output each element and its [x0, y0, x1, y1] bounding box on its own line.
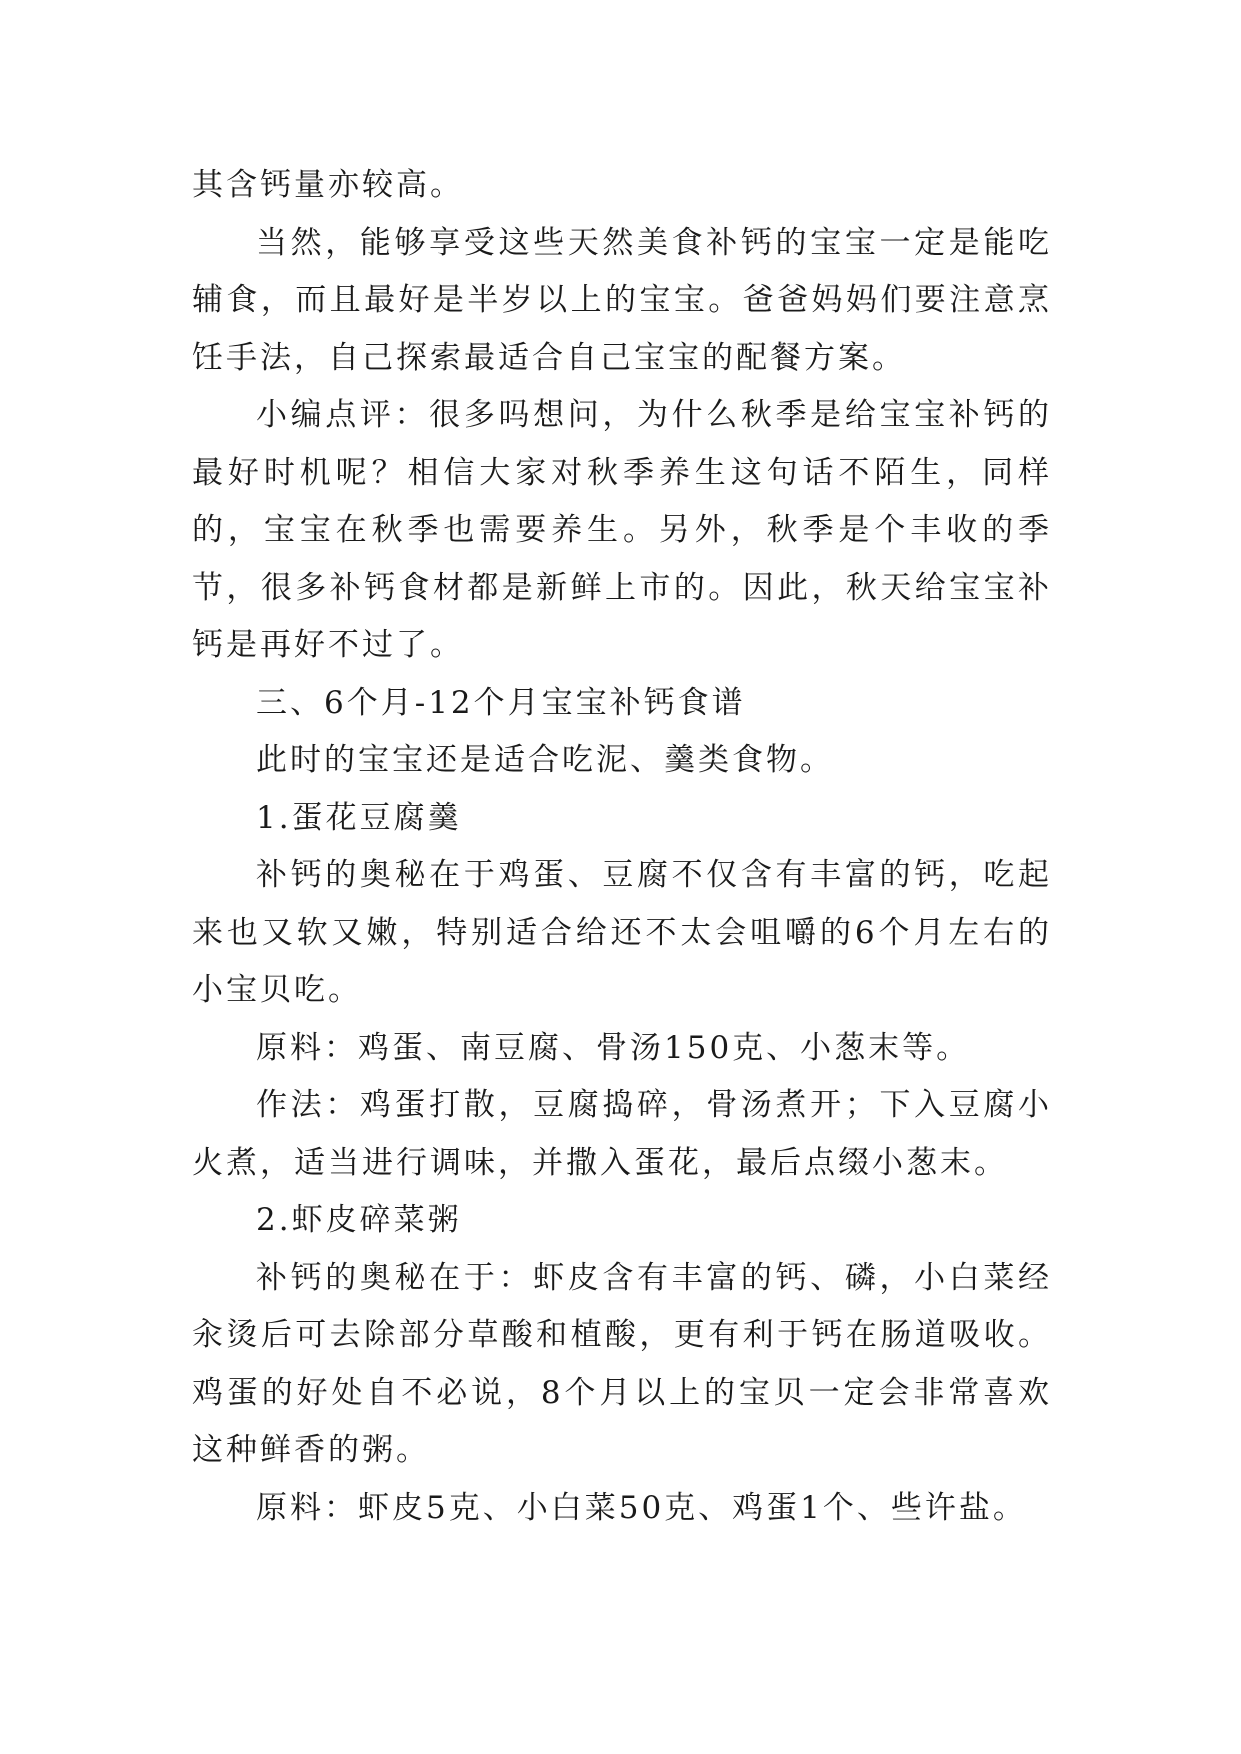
recipe-title-1: 1.蛋花豆腐羹	[256, 799, 462, 836]
recipe-1-secret: 补钙的奥秘在于鸡蛋、豆腐不仅含有丰富的钙，吃起来也又软又嫩，特别适合给还不太会咀嚼的6个月左右的小宝贝吃。	[192, 857, 1052, 1008]
recipe-2-ingredients: 原料：虾皮5克、小白菜50克、鸡蛋1个、些许盐。	[256, 1489, 1027, 1526]
recipe-2-secret: 补钙的奥秘在于：虾皮含有丰富的钙、磷，小白菜经汆烫后可去除部分草酸和植酸，更有利于钙在肠道吸收。鸡蛋的好处自不必说，8个月以上的宝贝一定会非常喜欢这种鲜香的粥。	[192, 1259, 1052, 1468]
section-heading: 三、6个月-12个月宝宝补钙食谱	[256, 684, 746, 721]
paragraph-feeding-note: 当然，能够享受这些天然美食补钙的宝宝一定是能吃辅食，而且最好是半岁以上的宝宝。爸爸妈妈们要注意烹饪手法，自己探索最适合自己宝宝的配餐方案。	[192, 224, 1052, 376]
body-text	[192, 157, 1052, 1537]
paragraph-editor-comment: 小编点评：很多吗想问，为什么秋季是给宝宝补钙的最好时机呢？相信大家对秋季养生这句话不陌生，同样的，宝宝在秋季也需要养生。另外，秋季是个丰收的季节，很多补钙食材都是新鲜上市的。因此，秋天给宝宝补钙是再好不过了。	[192, 397, 1052, 663]
recipe-1-ingredients: 原料：鸡蛋、南豆腐、骨汤150克、小葱末等。	[256, 1029, 971, 1066]
paragraph-intro: 此时的宝宝还是适合吃泥、羹类食物。	[256, 742, 834, 778]
recipe-1-method: 作法：鸡蛋打散，豆腐捣碎，骨汤煮开；下入豆腐小火煮，适当进行调味，并撒入蛋花，最后点缀小葱末。	[192, 1087, 1052, 1181]
recipe-title-2: 2.虾皮碎菜粥	[256, 1202, 462, 1238]
paragraph-continuation: 其含钙量亦较高。	[192, 167, 464, 203]
